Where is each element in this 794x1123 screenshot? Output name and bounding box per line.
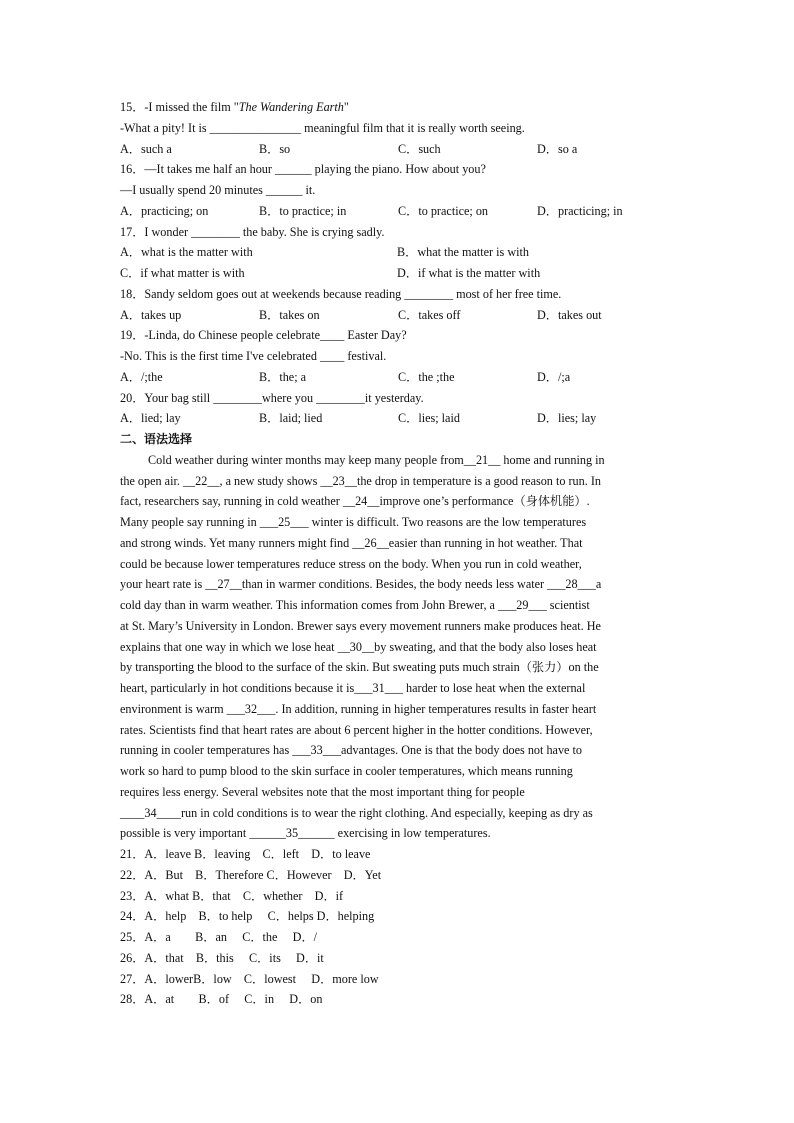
answer-option: A．what is the matter with: [120, 245, 253, 260]
passage-line: environment is warm ___32___. In addition, running in higher temperatures results in faster heart: [120, 701, 597, 716]
passage-line: cold day than in warm weather. This information comes from John Brewer, a ___29___ scientist: [120, 598, 590, 612]
passage-line: your heart rate is __27__than in warmer conditions. Besides, the body needs less water ___28___a: [120, 577, 602, 592]
question-stem: 15．-I missed the film "The Wandering Earth": [120, 100, 349, 114]
options-row: [120, 201, 680, 222]
question-block: [120, 97, 680, 159]
answer-option: C．the ;the: [398, 369, 455, 384]
section-title: 二、语法选择: [120, 432, 193, 446]
passage-line: possible is very important ______35______ exercising in low temperatures.: [120, 826, 491, 841]
multiple-choice-section: [120, 97, 680, 429]
question-block: [120, 284, 680, 326]
question-stem: 20．Your bag still ________where you ________it yesterday.: [120, 390, 424, 405]
answer-option: A．practicing; on: [120, 203, 209, 218]
answer-option: B．the; a: [259, 369, 307, 384]
cloze-question: 24．A．help B．to help C．helps D．helping: [120, 909, 375, 924]
passage-line: and strong winds. Yet many runners might find __26__easier than running in hot weather. That: [120, 535, 583, 550]
passage-line: rates. Scientists find that heart rates are about 6 percent higher in the hotter conditions. However,: [120, 722, 593, 737]
passage-line: heart, particularly in hot conditions because it is___31___ harder to lose heat when the external: [120, 681, 586, 695]
answer-option: D．practicing; in: [537, 203, 623, 218]
question-stem: -What a pity! It is _______________ meaningful film that it is really worth seeing.: [120, 120, 525, 135]
answer-option: B．so: [259, 141, 291, 156]
cloze-question: 22．A．But B．Therefore C．However D．Yet: [120, 867, 382, 882]
options-row: [120, 139, 680, 160]
answer-option: A．takes up: [120, 307, 182, 322]
cloze-passage: [120, 450, 680, 844]
passage-line: could be because lower temperatures reduce stress on the body. When you run in cold weather,: [120, 556, 582, 571]
cloze-question: 25．A．a B．an C．the D．/: [120, 930, 318, 944]
answer-option: C．takes off: [398, 307, 461, 322]
cloze-question: 21．A．leave B．leaving C．left D．to leave: [120, 847, 371, 861]
options-row: [120, 408, 680, 429]
question-stem: 16．—It takes me half an hour ______ playing the piano. How about you?: [120, 162, 486, 177]
passage-line: the open air. __22__, a new study shows __23__the drop in temperature is a good reason to run. In: [120, 473, 601, 488]
answer-option: B．laid; lied: [259, 411, 323, 426]
answer-option: C．such: [398, 141, 441, 156]
answer-option: A．lied; lay: [120, 411, 181, 426]
answer-option: A．/;the: [120, 369, 163, 384]
question-block: [120, 388, 680, 430]
passage-line: by transporting the blood to the surface of the skin. But sweating puts much strain（张力）on the: [120, 660, 599, 675]
answer-option: D．/;a: [537, 369, 571, 384]
options-row: [120, 242, 680, 263]
question-stem: -No. This is the first time I've celebrated ____ festival.: [120, 349, 387, 363]
passage-line: Cold weather during winter months may keep many people from__21__ home and running in: [148, 452, 605, 467]
cloze-question: 23．A．what B．that C．whether D．if: [120, 888, 344, 903]
answer-option: A．such a: [120, 141, 172, 156]
cloze-question: 28．A．at B．of C．in D．on: [120, 992, 323, 1007]
cloze-question-list: [120, 844, 680, 1010]
passage-line: Many people say running in ___25___ winter is difficult. Two reasons are the low temperatures: [120, 515, 587, 529]
answer-option: C．to practice; on: [398, 203, 489, 218]
passage-line: fact, researchers say, running in cold weather __24__improve one’s performance（身体机能）.: [120, 494, 590, 509]
options-row: [120, 305, 680, 326]
options-row: [120, 367, 680, 388]
question-block: [120, 222, 680, 284]
question-stem: 17．I wonder ________ the baby. She is crying sadly.: [120, 224, 385, 239]
film-title: The Wandering Earth: [238, 100, 344, 114]
cloze-question: 27．A．lowerB．low C．lowest D．more low: [120, 971, 379, 986]
answer-option: B．to practice; in: [259, 203, 347, 218]
answer-option: D．if what is the matter with: [397, 266, 541, 280]
passage-line: at St. Mary’s University in London. Brewer says every movement runners make produces heat. He: [120, 618, 601, 633]
answer-option: B．takes on: [259, 307, 320, 322]
cloze-question: 26．A．that B．this C．its D．it: [120, 950, 324, 965]
answer-option: C．if what matter is with: [120, 266, 245, 280]
question-stem: —I usually spend 20 minutes ______ it.: [120, 183, 316, 197]
answer-option: D．lies; lay: [537, 411, 597, 426]
answer-option: C．lies; laid: [398, 411, 460, 426]
answer-option: D．so a: [537, 141, 578, 156]
question-stem: 18．Sandy seldom goes out at weekends because reading ________ most of her free time.: [120, 286, 562, 301]
passage-line: work so hard to pump blood to the skin surface in cooler temperatures, which means running: [120, 764, 573, 778]
question-block: [120, 159, 680, 221]
answer-option: B．what the matter is with: [397, 245, 530, 260]
passage-line: ____34____run in cold conditions is to wear the right clothing. And especially, keeping as dry as: [120, 805, 593, 820]
passage-line: explains that one way in which we lose heat __30__by sweating, and that the body also loses heat: [120, 639, 597, 654]
passage-line: running in cooler temperatures has ___33___advantages. One is that the body does not have to: [120, 743, 582, 758]
worksheet: [120, 97, 680, 1010]
options-row: [120, 263, 680, 284]
answer-option: D．takes out: [537, 307, 602, 322]
question-block: [120, 325, 680, 387]
question-stem: 19．-Linda, do Chinese people celebrate____ Easter Day?: [120, 328, 407, 343]
passage-line: requires less energy. Several websites note that the most important thing for people: [120, 784, 525, 799]
